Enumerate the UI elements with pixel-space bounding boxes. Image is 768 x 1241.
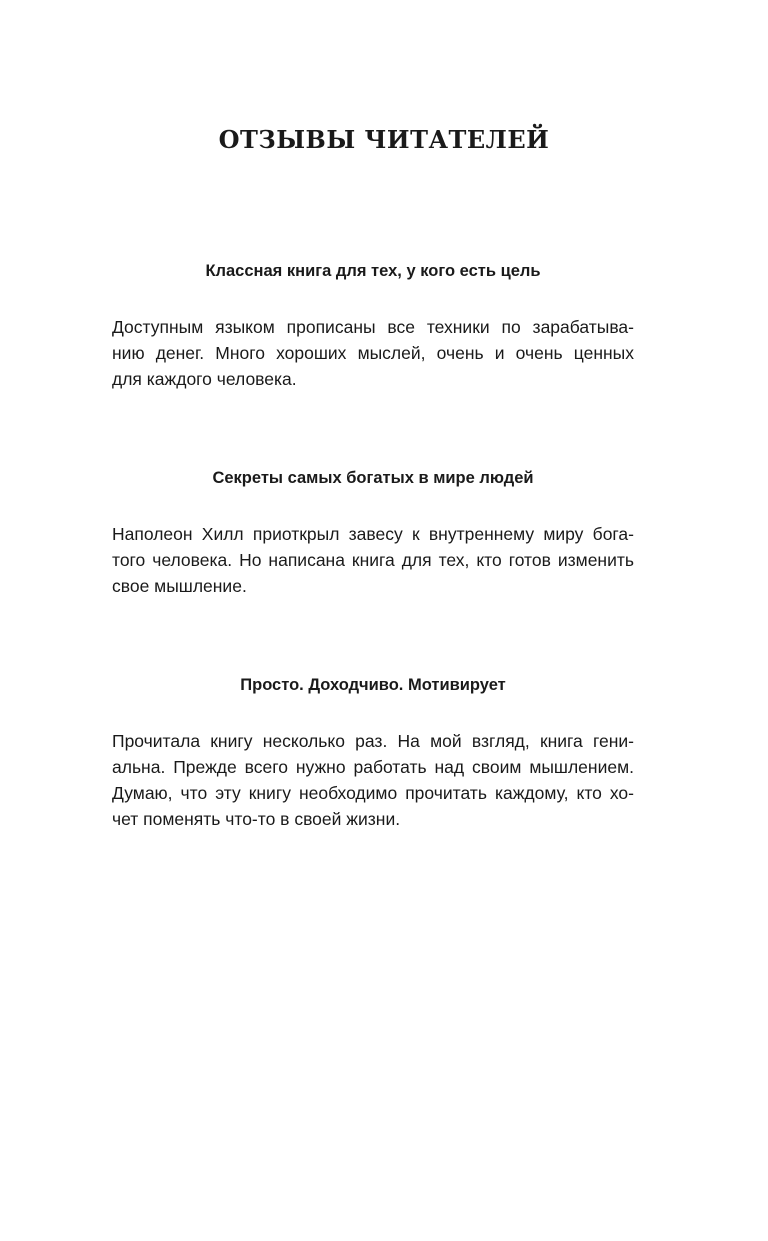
- review-line: Доступным языком прописаны все техники по зарабатыва-: [112, 317, 634, 337]
- review-body: [112, 728, 634, 832]
- review-heading: Секреты самых богатых в мире людей: [212, 469, 534, 487]
- review-3: [112, 672, 634, 832]
- review-2: [112, 465, 634, 599]
- review-body: [112, 521, 634, 599]
- review-line: нию денег. Много хороших мыслей, очень и очень ценных: [112, 343, 634, 363]
- review-line: чет поменять что-то в своей жизни.: [112, 809, 401, 829]
- review-line: Наполеон Хилл приоткрыл завесу к внутреннему миру бога-: [112, 524, 634, 544]
- review-line: Думаю, что эту книгу необходимо прочитать каждому, кто хо-: [112, 783, 634, 803]
- review-line: Прочитала книгу несколько раз. На мой взгляд, книга гени-: [112, 731, 634, 751]
- review-line: альна. Прежде всего нужно работать над своим мышлением.: [112, 757, 634, 777]
- review-heading: Просто. Доходчиво. Мотивирует: [240, 676, 506, 694]
- review-line: того человека. Но написана книга для тех, кто готов изменить: [112, 550, 634, 570]
- review-1: [112, 258, 634, 392]
- review-line: для каждого человека.: [112, 369, 297, 389]
- page-title: ОТЗЫВЫ ЧИТАТЕЛЕЙ: [218, 125, 550, 154]
- review-body: [112, 314, 634, 392]
- review-heading: Классная книга для тех, у кого есть цель: [205, 262, 541, 280]
- review-line: свое мышление.: [112, 576, 247, 596]
